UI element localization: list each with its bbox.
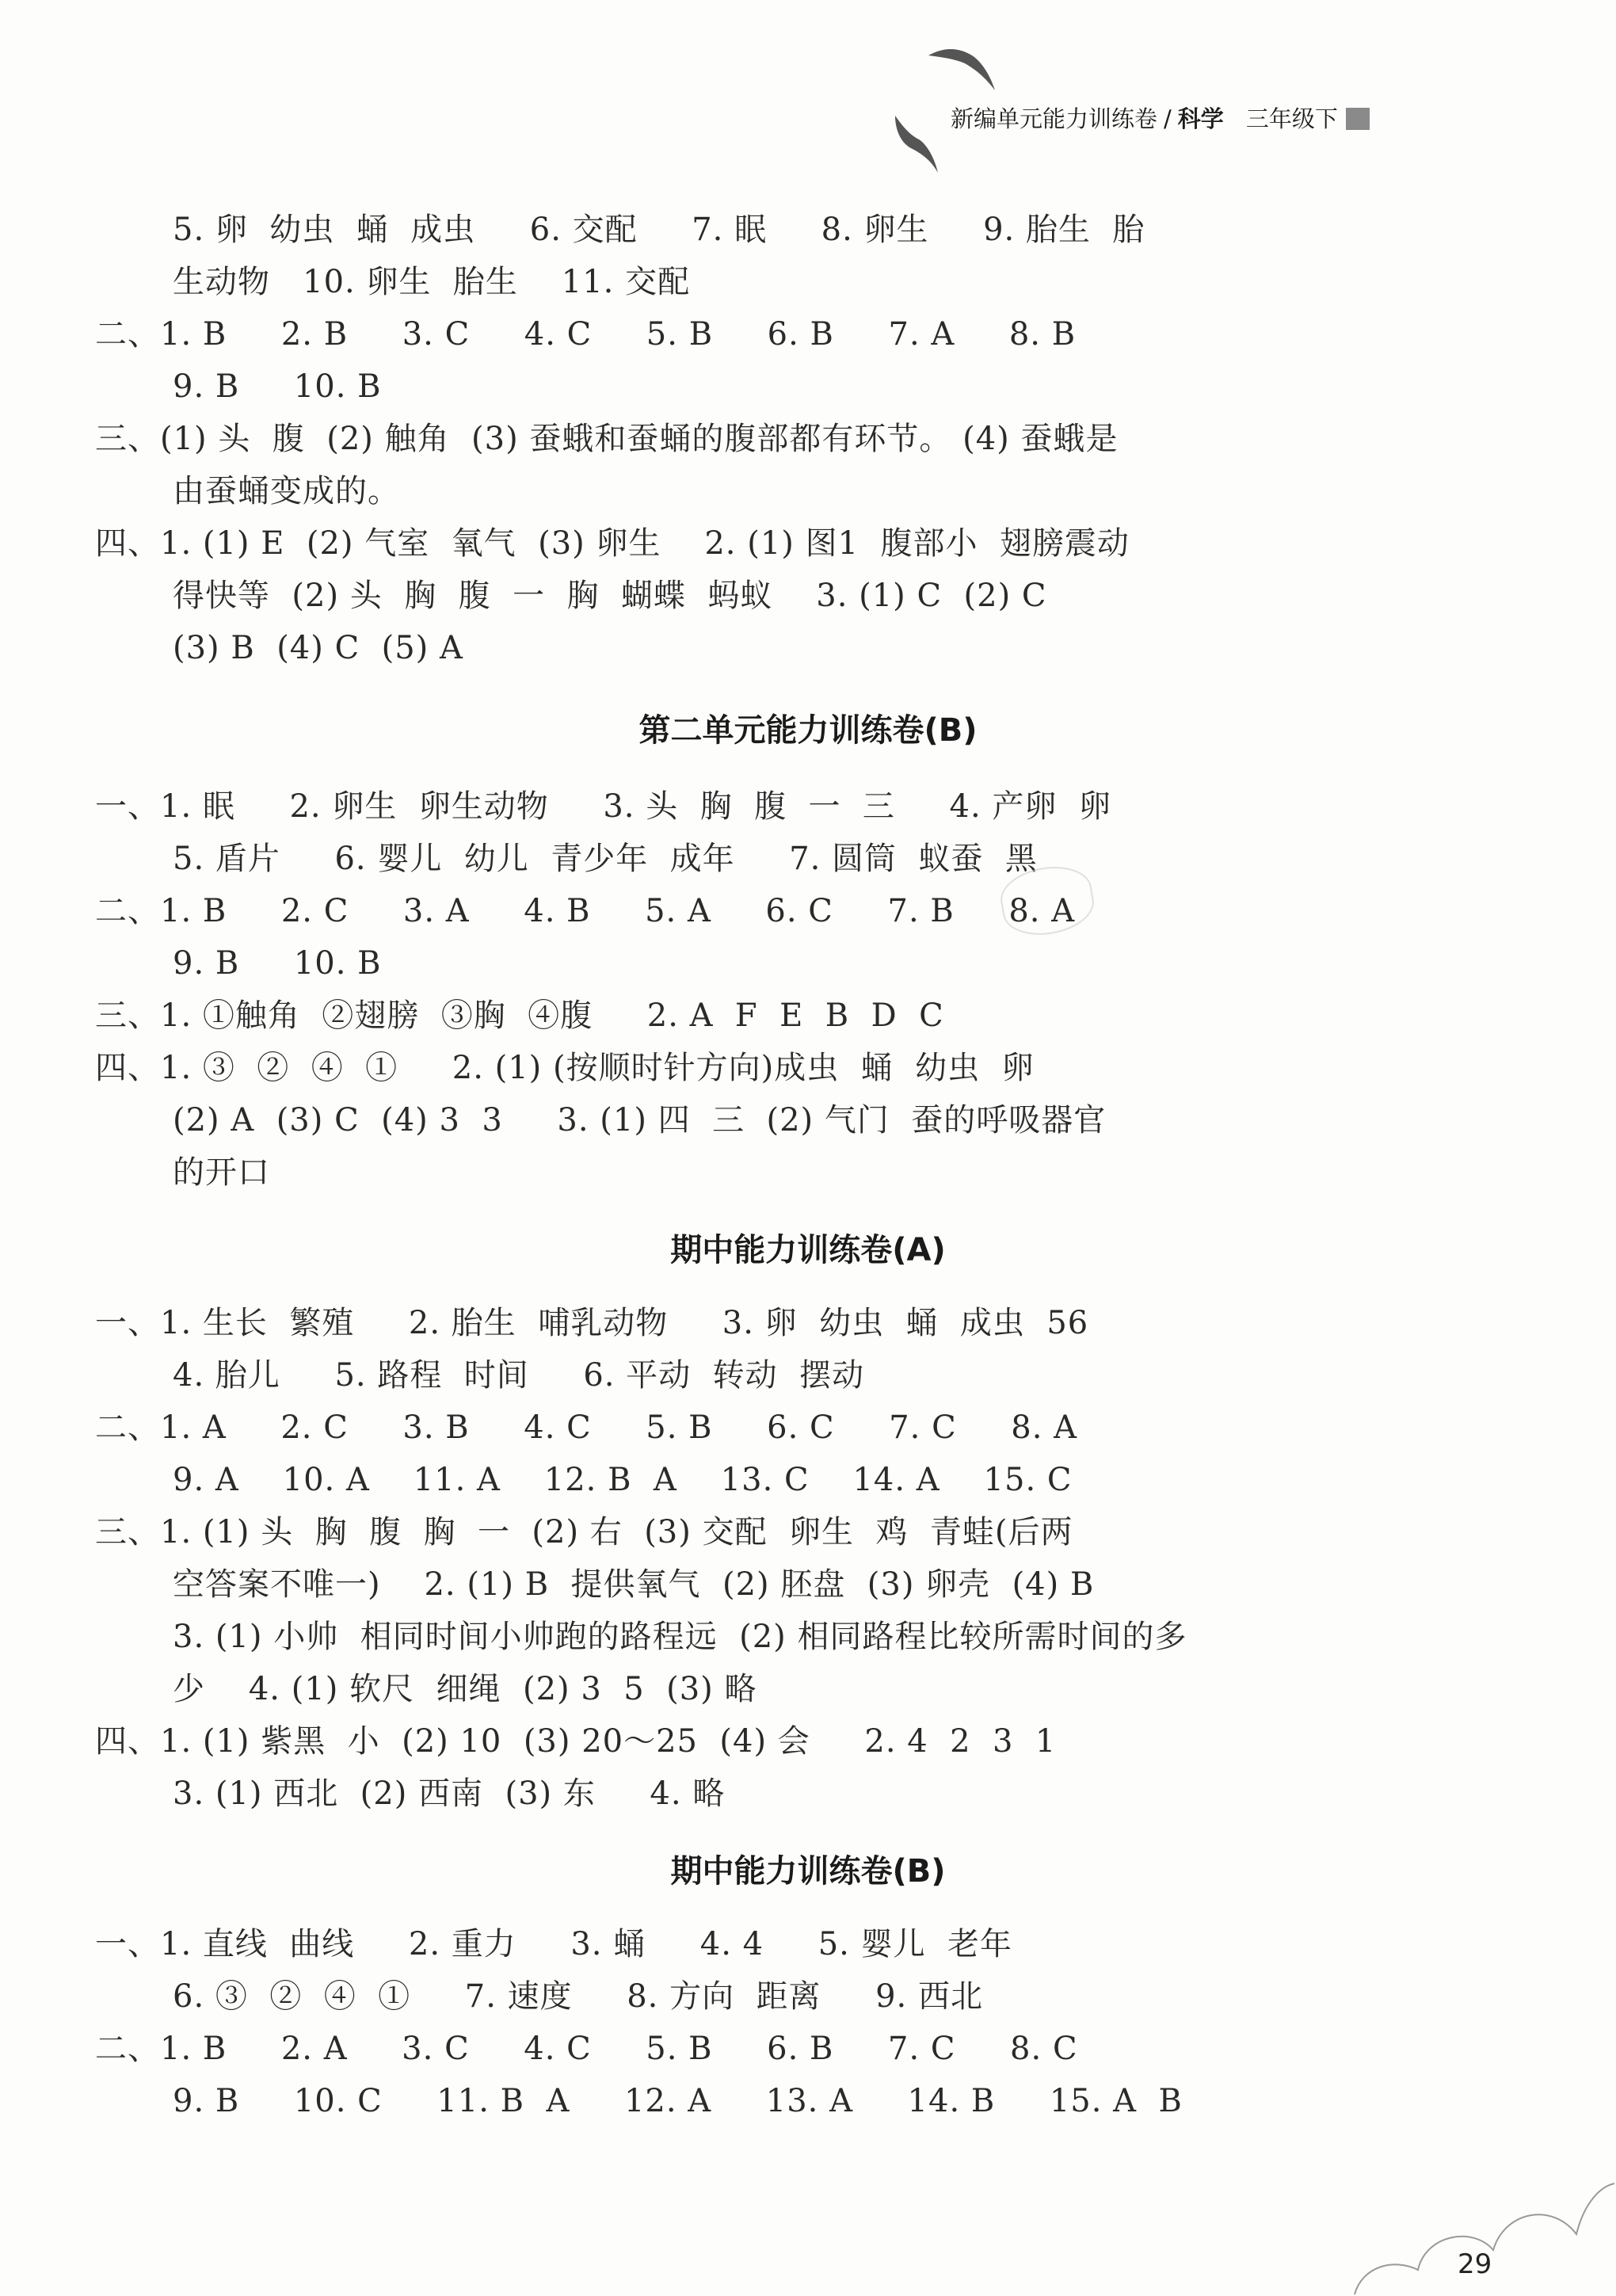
grade-label: 三年级下 [1245, 105, 1338, 132]
bird-icon-2 [887, 111, 943, 174]
answer-line: 三、1. ①触角 ②翅膀 ③胸 ④腹 2. A F E B D C [95, 997, 944, 1034]
answer-line: 3. (1) 西北 (2) 西南 (3) 东 4. 略 [173, 1775, 726, 1812]
answer-line: 3. (1) 小帅 相同时间小帅跑的路程远 (2) 相同路程比较所需时间的多 [173, 1619, 1187, 1655]
answer-line: 一、1. 眠 2. 卵生 卵生动物 3. 头 胸 腹 一 三 4. 产卵 卵 [95, 788, 1111, 825]
header-block-icon [1346, 108, 1370, 130]
answer-line: 5. 卵 幼虫 蛹 成虫 6. 交配 7. 眠 8. 卵生 9. 胎生 胎 [173, 212, 1145, 248]
answer-line: 空答案不唯一) 2. (1) B 提供氧气 (2) 胚盘 (3) 卵壳 (4) B [173, 1566, 1095, 1603]
answer-line: 9. A 10. A 11. A 12. B A 13. C 14. A 15. C [173, 1462, 1073, 1498]
answer-line: 生动物 10. 卵生 胎生 11. 交配 [173, 264, 691, 300]
answer-line: (2) A (3) C (4) 3 3 3. (1) 四 三 (2) 气门 蚕的呼吸器官 [173, 1102, 1107, 1138]
answer-line: 少 4. (1) 软尺 细绳 (2) 3 5 (3) 略 [173, 1671, 757, 1707]
answer-line: 9. B 10. B [173, 945, 382, 982]
answer-line: 二、1. B 2. A 3. C 4. C 5. B 6. B 7. C 8. C [95, 2031, 1078, 2067]
answer-line: 得快等 (2) 头 胸 腹 一 胸 蝴蝶 蚂蚁 3. (1) C (2) C [173, 578, 1047, 614]
answer-line: 4. 胎儿 5. 路程 时间 6. 平动 转动 摆动 [173, 1357, 865, 1394]
page-number: 29 [1458, 2248, 1492, 2280]
answer-line: 二、1. A 2. C 3. B 4. C 5. B 6. C 7. C 8. A [95, 1409, 1078, 1446]
subject-label: 科学 [1177, 105, 1224, 132]
answer-line: 四、1. (1) 紫黑 小 (2) 10 (3) 20～25 (4) 会 2. 4 2 3 1 [95, 1723, 1057, 1760]
section-title: 期中能力训练卷(B) [670, 1853, 946, 1890]
header-separator: / [1164, 105, 1172, 132]
answer-line: 二、1. B 2. C 3. A 4. B 5. A 6. C 7. B 8. A [95, 893, 1076, 929]
answer-line: 9. B 10. C 11. B A 12. A 13. A 14. B 15. A B [173, 2083, 1183, 2119]
answer-line: 由蚕蛹变成的。 [173, 473, 400, 509]
answer-line: 四、1. ③ ② ④ ① 2. (1) (按顺时针方向)成虫 蛹 幼虫 卵 [95, 1050, 1035, 1086]
bird-icon [927, 40, 998, 95]
answer-line: 三、1. (1) 头 胸 腹 胸 一 (2) 右 (3) 交配 卵生 鸡 青蛙(后两 [95, 1514, 1073, 1550]
answer-line: 二、1. B 2. B 3. C 4. C 5. B 6. B 7. A 8. B [95, 316, 1077, 353]
answer-line: 四、1. (1) E (2) 气室 氧气 (3) 卵生 2. (1) 图1 腹部小 翅膀震动 [95, 525, 1130, 562]
answer-line: 5. 盾片 6. 婴儿 幼儿 青少年 成年 7. 圆筒 蚁蚕 黑 [173, 841, 1038, 877]
book-title: 新编单元能力训练卷 [951, 105, 1158, 132]
answer-line: 一、1. 生长 繁殖 2. 胎生 哺乳动物 3. 卵 幼虫 蛹 成虫 56 [95, 1305, 1089, 1341]
page-header [951, 101, 1370, 134]
answer-line: 6. ③ ② ④ ① 7. 速度 8. 方向 距离 9. 西北 [173, 1978, 983, 2015]
section-title: 期中能力训练卷(A) [670, 1232, 946, 1268]
answer-line: 的开口 [173, 1154, 270, 1191]
answer-line: 9. B 10. B [173, 368, 382, 405]
section-title: 第二单元能力训练卷(B) [638, 712, 978, 749]
answer-line: 一、1. 直线 曲线 2. 重力 3. 蛹 4. 4 5. 婴儿 老年 [95, 1926, 1012, 1962]
answer-line: (3) B (4) C (5) A [173, 630, 463, 666]
answer-line: 三、(1) 头 腹 (2) 触角 (3) 蚕蛾和蚕蛹的腹部都有环节。 (4) 蚕蛾是 [95, 421, 1119, 457]
